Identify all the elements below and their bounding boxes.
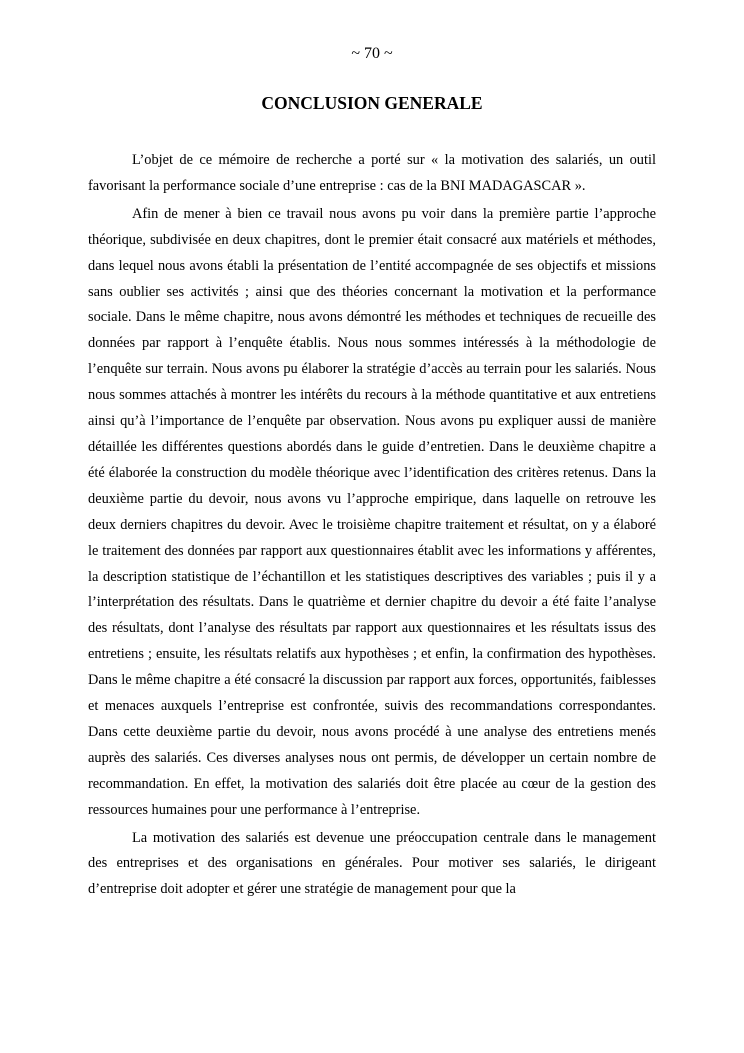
paragraph-intro: L’objet de ce mémoire de recherche a porté sur « la motivation des salariés, un outil favorisant la performance sociale d’une entreprise : cas de la BNI MADAGASCAR ». (88, 152, 656, 194)
page-title: CONCLUSION GENERALE (261, 93, 483, 113)
page-number: ~ 70 ~ (351, 45, 393, 62)
paragraph-motivation: La motivation des salariés est devenue une préoccupation centrale dans le management des entreprises et des organisations en générales. Pour motiver ses salariés, le dirigeant d’entreprise doit adopter et gérer une stratégie de management pour que la (88, 829, 656, 898)
paragraph-summary: Afin de mener à bien ce travail nous avons pu voir dans la première partie l’approche théorique, subdivisée en deux chapitres, dont le premier était consacré aux matériels et méthodes, dans lequel nous avons établi la présentation de l’entité accompagnée de ses objectifs et missions sans oublier ses activités ; ainsi que des théories concernant la motivation et la performance sociale. Dans le même chapitre, nous avons démontré les méthodes et techniques de recueille des données par rapport à l’enquête établis. Nous nous sommes intéressés à la méthodologie de l’enquête sur terrain. Nous avons pu élaborer la stratégie d’accès au terrain pour les salariés. Nous nous sommes attachés à montrer les intérêts du recours à la méthode quantitative et aux entretiens ainsi qu’à l’importance de l’enquête par observation. Nous avons pu expliquer aussi de manière détaillée les différentes questions abordés dans le guide d’entretien. Dans le deuxième chapitre a été élaborée la construction du modèle théorique avec l’identification des critères retenus. Dans la deuxième partie du devoir, nous avons vu l’approche empirique, dans laquelle on retrouve les deux derniers chapitres du devoir. Avec le troisième chapitre traitement et résultat, on y a élaboré le traitement des données par rapport aux questionnaires établit avec les informations y afférentes, la description statistique de l’échantillon et les statistiques descriptives des variables ; puis il y a l’interprétation des résultats. Dans le quatrième et dernier chapitre du devoir a été faite l’analyse des résultats, dont l’analyse des résultats par rapport aux questionnaires et les résultats issus des entretiens ; ensuite, les résultats relatifs aux hypothèses ; et enfin, la confirmation des hypothèses. Dans le même chapitre a été consacré la discussion par rapport aux forces, opportunités, faiblesses et menaces auxquels l’entreprise est confrontée, suivis des recommandations correspondantes. Dans cette deuxième partie du devoir, nous avons procédé à une analyse des entretiens menés auprès des salariés. Ces diverses analyses nous ont permis, de développer un certain nombre de recommandation. En effet, la motivation des salariés doit être placée au cœur de la gestion des ressources humaines pour une performance à l’entreprise. (88, 205, 656, 818)
body-text (88, 148, 656, 905)
